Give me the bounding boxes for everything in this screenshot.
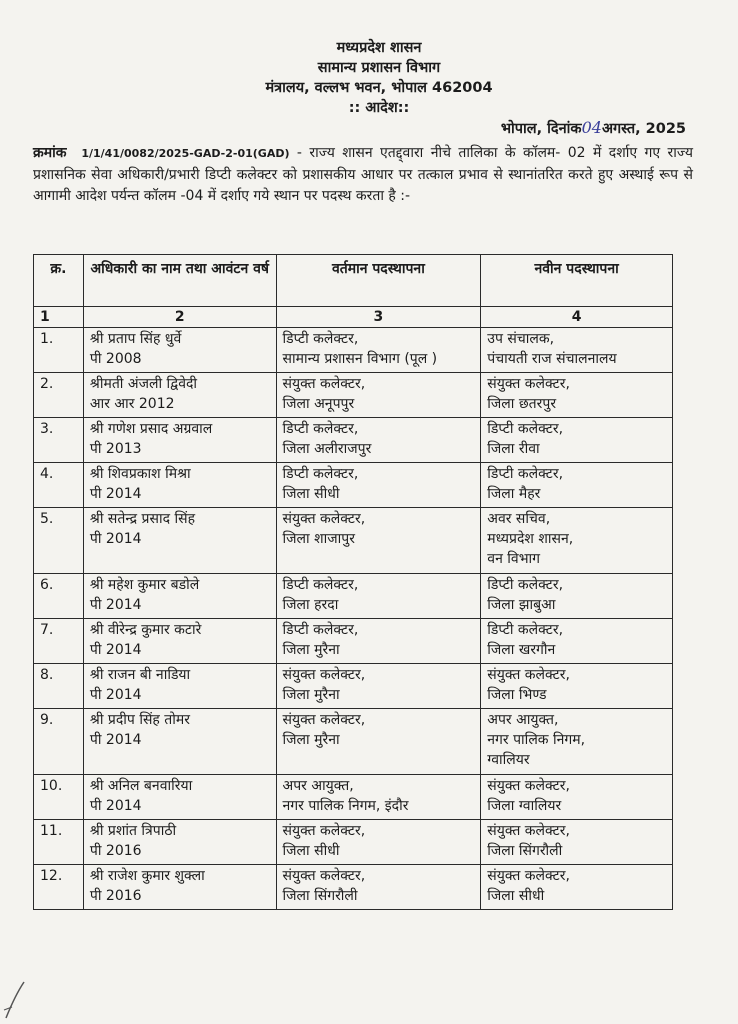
new-posting-line: डिप्टी कलेक्टर,: [487, 577, 564, 593]
new-posting-line: संयुक्त कलेक्टर,: [487, 868, 570, 884]
serial-number: 10.: [34, 775, 84, 820]
current-posting-cell: [276, 619, 481, 664]
current-posting-line: जिला मुरैना: [282, 732, 340, 748]
column-number-row: [34, 307, 673, 328]
new-posting-cell: [481, 508, 673, 574]
officer-cell: [83, 574, 276, 619]
header-address: मंत्रालय, वल्लभ भवन, भोपाल 462004: [265, 80, 493, 96]
new-posting-line: वन विभाग: [487, 551, 541, 567]
officer-name: श्री महेश कुमार बडोले: [89, 577, 200, 593]
table-row: [34, 418, 673, 463]
header-government: मध्यप्रदेश शासन: [336, 40, 422, 56]
current-posting-line: सामान्य प्रशासन विभाग (पूल ): [282, 351, 438, 367]
current-posting-line: संयुक्त कलेक्टर,: [282, 667, 366, 683]
officer-name: श्री अनिल बनवारिया: [89, 778, 193, 794]
table-row: [34, 574, 673, 619]
table-row: [34, 619, 673, 664]
officer-name: श्री प्रशांत त्रिपाठी: [89, 823, 177, 839]
new-posting-line: जिला सिंगरौली: [487, 843, 563, 859]
current-posting-line: डिप्टी कलेक्टर,: [282, 466, 359, 482]
new-posting-line: जिला झाबुआ: [487, 597, 556, 613]
current-posting-line: जिला अनूपपुर: [282, 396, 355, 412]
current-posting-cell: [276, 865, 481, 910]
table-row: [34, 775, 673, 820]
document-header: [0, 38, 738, 118]
serial-number: 1.: [34, 328, 84, 373]
officer-name: श्री राजेश कुमार शुक्ला: [89, 868, 205, 884]
date-prefix: भोपाल, दिनांक: [500, 121, 582, 137]
new-posting-line: उप संचालक,: [487, 331, 555, 347]
current-posting-line: अपर आयुक्त,: [282, 778, 354, 794]
allotment-year: पी 2014: [89, 642, 142, 658]
officer-cell: [83, 328, 276, 373]
current-posting-line: नगर पालिक निगम, इंदौर: [282, 798, 409, 814]
new-posting-line: पंचायती राज संचालनालय: [487, 351, 617, 367]
officer-name: श्रीमती अंजली द्विवेदी: [89, 376, 198, 392]
column-number: 2: [83, 307, 276, 328]
column-number: 1: [34, 307, 84, 328]
new-posting-cell: [481, 709, 673, 775]
new-posting-line: मध्यप्रदेश शासन,: [487, 531, 574, 547]
officer-name: श्री वीरेन्द्र कुमार कटारे: [89, 622, 202, 638]
serial-number: 12.: [34, 865, 84, 910]
officer-cell: [83, 775, 276, 820]
current-posting-line: डिप्टी कलेक्टर,: [282, 577, 359, 593]
current-posting-line: जिला अलीराजपुर: [282, 441, 372, 457]
table-row: [34, 508, 673, 574]
table-row: [34, 328, 673, 373]
allotment-year: पी 2013: [89, 441, 142, 457]
serial-number: 3.: [34, 418, 84, 463]
header-new-posting: नवीन पदस्थापना: [481, 255, 673, 307]
column-number: 3: [276, 307, 481, 328]
order-text: - राज्य शासन एतद्द्वारा नीचे तालिका के कॉलम- 02 में दर्शाए गए राज्य प्रशासनिक सेवा अधिकारी/प्रभारी डिप्टी कलेक्टर को प्रशासकीय आधार पर तत्काल प्रभाव से स्थानांतरित करते हुए अस्थाई रूप से आगामी आदेश पर्यन्त कॉलम -04 में दर्शाए गये स्थान पर पदस्थ करता है :-: [33, 145, 693, 204]
allotment-year: पी 2014: [89, 486, 142, 502]
new-posting-cell: [481, 463, 673, 508]
order-number: 1/1/41/0082/2025-GAD-2-01(GAD): [81, 147, 290, 160]
new-posting-line: जिला भिण्ड: [487, 687, 547, 703]
new-posting-line: डिप्टी कलेक्टर,: [487, 466, 564, 482]
allotment-year: पी 2014: [89, 531, 142, 547]
new-posting-cell: [481, 865, 673, 910]
table-header-row: [34, 255, 673, 307]
officer-cell: [83, 709, 276, 775]
table-row: [34, 373, 673, 418]
current-posting-line: जिला मुरैना: [282, 642, 340, 658]
new-posting-cell: [481, 775, 673, 820]
new-posting-cell: [481, 418, 673, 463]
current-posting-line: जिला शाजापुर: [282, 531, 355, 547]
order-paragraph: [33, 143, 693, 208]
officer-cell: [83, 865, 276, 910]
new-posting-cell: [481, 664, 673, 709]
date-day-handwritten: 04: [581, 118, 602, 137]
transfer-table: [33, 254, 673, 910]
current-posting-line: संयुक्त कलेक्टर,: [282, 511, 366, 527]
officer-name: श्री गणेश प्रसाद अग्रवाल: [89, 421, 213, 437]
allotment-year: पी 2014: [89, 798, 142, 814]
officer-name: श्री प्रताप सिंह धुर्वे: [89, 331, 182, 347]
current-posting-line: जिला सीधी: [282, 843, 340, 859]
current-posting-cell: [276, 820, 481, 865]
officer-cell: [83, 820, 276, 865]
table-row: [34, 865, 673, 910]
date-suffix: अगस्त, 2025: [601, 121, 686, 137]
new-posting-line: जिला मैहर: [487, 486, 541, 502]
new-posting-line: ग्वालियर: [487, 752, 530, 768]
column-number: 4: [481, 307, 673, 328]
officer-cell: [83, 418, 276, 463]
current-posting-line: संयुक्त कलेक्टर,: [282, 868, 366, 884]
officer-cell: [83, 463, 276, 508]
current-posting-cell: [276, 508, 481, 574]
header-serial: क्र.: [34, 255, 84, 307]
new-posting-line: जिला खरगौन: [487, 642, 556, 658]
new-posting-line: जिला रीवा: [487, 441, 540, 457]
new-posting-line: डिप्टी कलेक्टर,: [487, 622, 564, 638]
officer-name: श्री राजन बी नाडिया: [89, 667, 191, 683]
header-current-posting: वर्तमान पदस्थापना: [276, 255, 481, 307]
officer-cell: [83, 619, 276, 664]
new-posting-line: अवर सचिव,: [487, 511, 551, 527]
current-posting-cell: [276, 463, 481, 508]
serial-number: 5.: [34, 508, 84, 574]
new-posting-line: जिला ग्वालियर: [487, 798, 562, 814]
order-number-label: क्रमांक: [33, 145, 67, 161]
current-posting-cell: [276, 328, 481, 373]
current-posting-cell: [276, 775, 481, 820]
officer-cell: [83, 373, 276, 418]
serial-number: 11.: [34, 820, 84, 865]
new-posting-cell: [481, 820, 673, 865]
new-posting-line: संयुक्त कलेक्टर,: [487, 778, 570, 794]
officer-name: श्री सतेन्द्र प्रसाद सिंह: [89, 511, 196, 527]
serial-number: 8.: [34, 664, 84, 709]
officer-cell: [83, 664, 276, 709]
header-order-title: :: आदेश::: [348, 100, 410, 116]
officer-name: श्री शिवप्रकाश मिश्रा: [89, 466, 191, 482]
table-row: [34, 709, 673, 775]
current-posting-cell: [276, 574, 481, 619]
allotment-year: पी 2014: [89, 597, 142, 613]
header-officer-name: अधिकारी का नाम तथा आवंटन वर्ष: [83, 255, 276, 307]
officer-name: श्री प्रदीप सिंह तोमर: [89, 712, 191, 728]
current-posting-line: डिप्टी कलेक्टर,: [282, 331, 359, 347]
table-row: [34, 820, 673, 865]
current-posting-line: डिप्टी कलेक्टर,: [282, 622, 359, 638]
current-posting-line: संयुक्त कलेक्टर,: [282, 376, 366, 392]
new-posting-line: नगर पालिक निगम,: [487, 732, 586, 748]
header-department: सामान्य प्रशासन विभाग: [317, 60, 441, 76]
order-date: [501, 118, 686, 138]
new-posting-cell: [481, 619, 673, 664]
current-posting-line: जिला मुरैना: [282, 687, 340, 703]
allotment-year: पी 2016: [89, 888, 142, 904]
new-posting-line: संयुक्त कलेक्टर,: [487, 823, 570, 839]
new-posting-cell: [481, 574, 673, 619]
current-posting-cell: [276, 664, 481, 709]
current-posting-line: जिला हरदा: [282, 597, 339, 613]
allotment-year: आर आर 2012: [89, 396, 175, 412]
officer-cell: [83, 508, 276, 574]
current-posting-cell: [276, 418, 481, 463]
new-posting-line: डिप्टी कलेक्टर,: [487, 421, 564, 437]
pen-mark-icon: [2, 980, 30, 1020]
current-posting-line: जिला सीधी: [282, 486, 340, 502]
serial-number: 4.: [34, 463, 84, 508]
new-posting-line: संयुक्त कलेक्टर,: [487, 376, 570, 392]
table-row: [34, 463, 673, 508]
current-posting-cell: [276, 709, 481, 775]
current-posting-line: संयुक्त कलेक्टर,: [282, 823, 366, 839]
new-posting-line: संयुक्त कलेक्टर,: [487, 667, 570, 683]
serial-number: 9.: [34, 709, 84, 775]
serial-number: 6.: [34, 574, 84, 619]
current-posting-cell: [276, 373, 481, 418]
serial-number: 7.: [34, 619, 84, 664]
new-posting-line: अपर आयुक्त,: [487, 712, 559, 728]
current-posting-line: संयुक्त कलेक्टर,: [282, 712, 366, 728]
allotment-year: पी 2014: [89, 732, 142, 748]
new-posting-line: जिला सीधी: [487, 888, 545, 904]
allotment-year: पी 2014: [89, 687, 142, 703]
new-posting-cell: [481, 373, 673, 418]
allotment-year: पी 2008: [89, 351, 142, 367]
current-posting-line: डिप्टी कलेक्टर,: [282, 421, 359, 437]
serial-number: 2.: [34, 373, 84, 418]
current-posting-line: जिला सिंगरौली: [282, 888, 358, 904]
new-posting-cell: [481, 328, 673, 373]
allotment-year: पी 2016: [89, 843, 142, 859]
table-row: [34, 664, 673, 709]
new-posting-line: जिला छतरपुर: [487, 396, 557, 412]
